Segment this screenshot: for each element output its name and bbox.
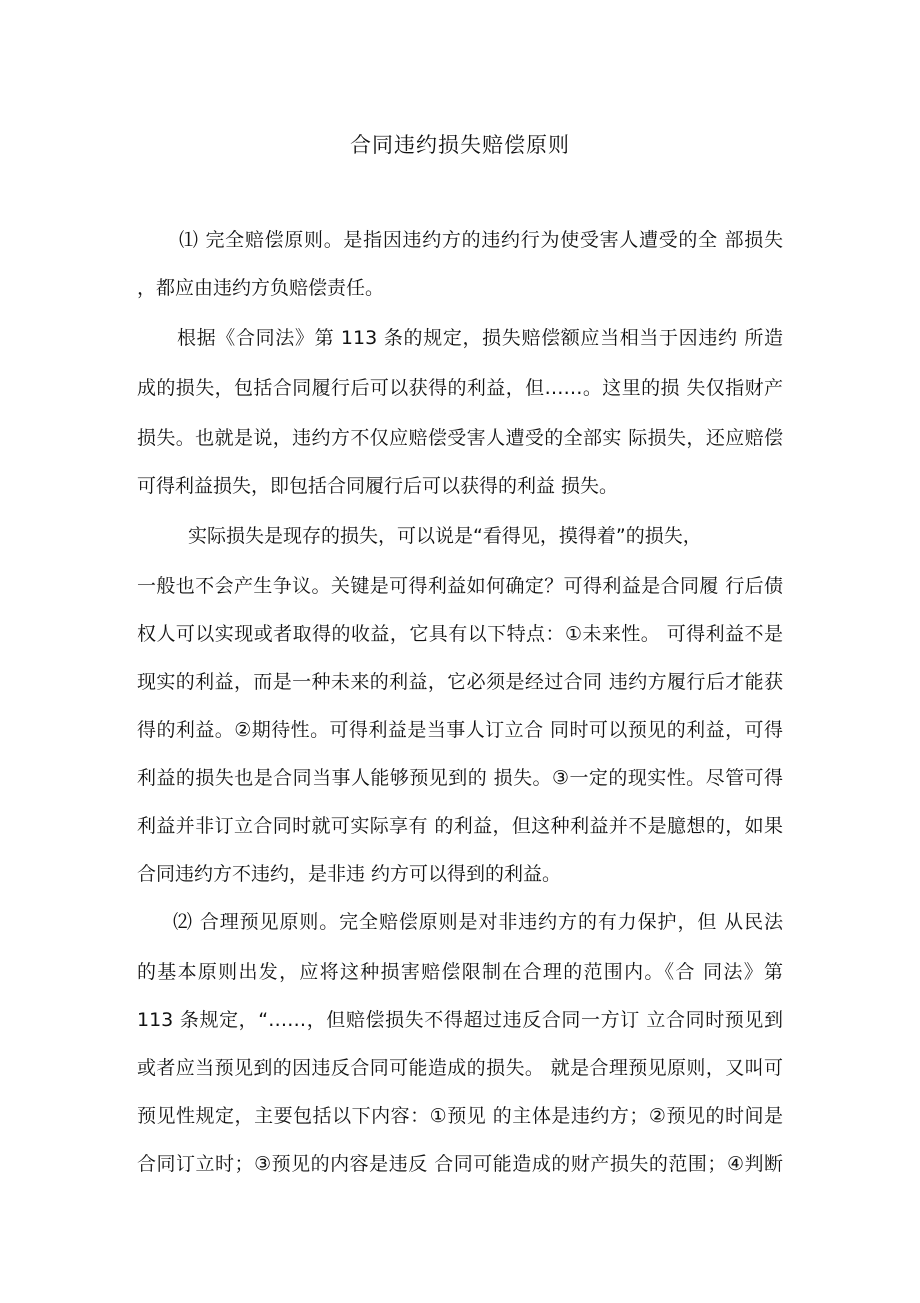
paragraph-4-line-5: 预见性规定，主要包括以下内容：①预见 的主体是违约方；②预见的时间是 <box>137 1105 783 1127</box>
paragraph-2-line-2: 成的损失，包括合同履行后可以获得的利益，但……。这里的损 失仅指财产 <box>137 377 783 399</box>
paragraph-4-line-6: 合同订立时；③预见的内容是违反 合同可能造成的财产损失的范围；④判断 <box>137 1153 783 1175</box>
paragraph-3-line-1: 实际损失是现存的损失，可以说是“看得见，摸得着”的损失， <box>188 525 702 547</box>
paragraph-3-line-3: 权人可以实现或者取得的收益，它具有以下特点：①未来性。 可得利益不是 <box>137 623 783 645</box>
paragraph-2-line-1: 根据《合同法》第 113 条的规定，损失赔偿额应当相当于因违约 所造 <box>177 327 783 349</box>
paragraph-3-line-8: 合同违约方不违约，是非违 约方可以得到的利益。 <box>137 863 562 885</box>
paragraph-1-line-2: ，都应由违约方负赔偿责任。 <box>137 277 385 299</box>
paragraph-4-line-1: ⑵ 合理预见原则。完全赔偿原则是对非违约方的有力保护，但 从民法 <box>173 911 783 933</box>
paragraph-3-line-5: 得的利益。②期待性。可得利益是当事人订立合 同时可以预见的利益，可得 <box>137 719 783 741</box>
paragraph-3-line-6: 利益的损失也是合同当事人能够预见到的 损失。③一定的现实性。尽管可得 <box>137 767 783 789</box>
document-title: 合同违约损失赔偿原则 <box>350 133 570 157</box>
paragraph-3-line-7: 利益并非订立合同时就可实际享有 的利益，但这种利益并不是臆想的，如果 <box>137 815 783 837</box>
paragraph-4-line-4: 或者应当预见到的因违反合同可能造成的损失。 就是合理预见原则，又叫可 <box>137 1057 783 1079</box>
paragraph-1-line-1: ⑴ 完全赔偿原则。是指因违约方的违约行为使受害人遭受的全 部损失 <box>179 229 783 251</box>
paragraph-3-line-2: 一般也不会产生争议。关键是可得利益如何确定？可得利益是合同履 行后债 <box>137 575 783 597</box>
paragraph-3-line-4: 现实的利益，而是一种未来的利益，它必须是经过合同 违约方履行后才能获 <box>137 671 783 693</box>
paragraph-2-line-4: 可得利益损失，即包括合同履行后可以获得的利益 损失。 <box>137 475 619 497</box>
paragraph-2-line-3: 损失。也就是说，违约方不仅应赔偿受害人遭受的全部实 际损失，还应赔偿 <box>137 427 783 449</box>
paragraph-4-line-2: 的基本原则出发，应将这种损害赔偿限制在合理的范围内。《合 同法》第 <box>137 961 783 983</box>
paragraph-4-line-3: 113 条规定，“……，但赔偿损失不得超过违反合同一方订 立合同时预见到 <box>137 1009 783 1031</box>
